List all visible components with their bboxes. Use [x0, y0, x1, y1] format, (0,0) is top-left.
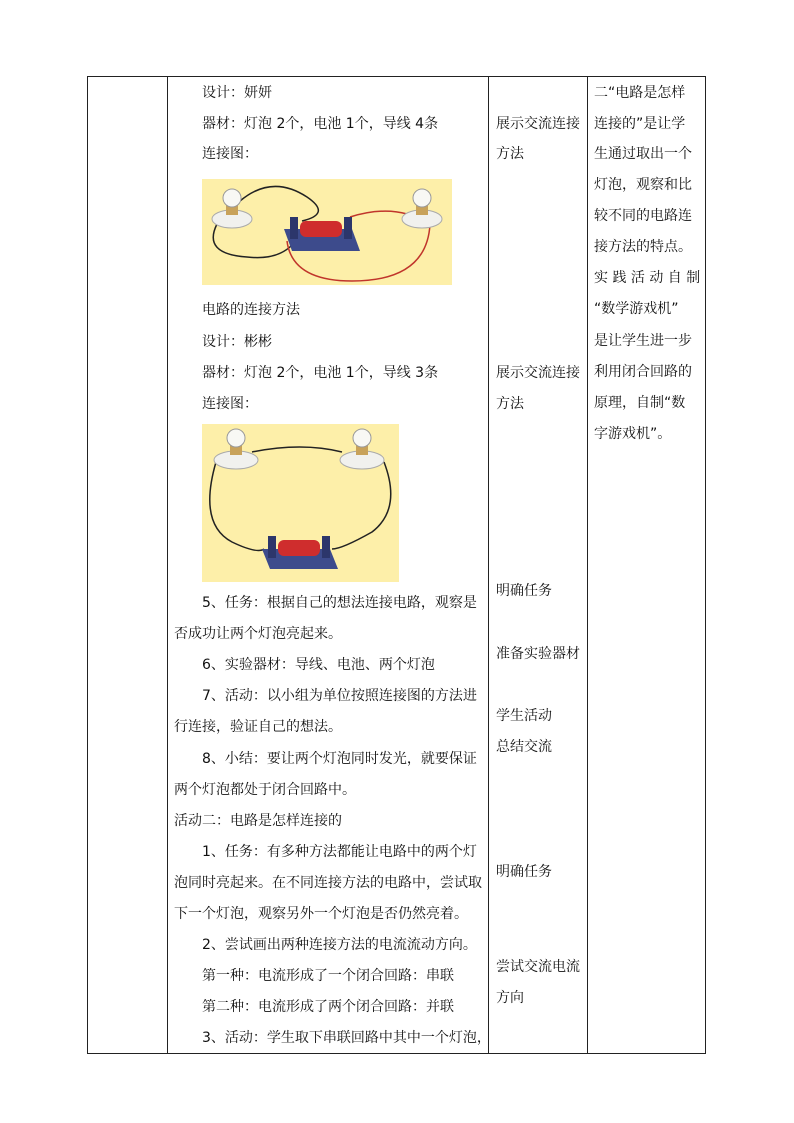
equipment-2: 器材：灯泡 2个，电池 1个，导线 3条	[202, 365, 439, 381]
note-line: “数学游戏机”	[594, 301, 679, 317]
task5-line1: 5、任务：根据自己的想法连接电路，观察是	[202, 595, 477, 611]
show-exchange-2b: 方法	[496, 396, 524, 412]
item6: 6、实验器材：导线、电池、两个灯泡	[202, 657, 435, 673]
diagram-label-2: 连接图：	[202, 396, 258, 412]
item8-line1: 8、小结：要让两个灯泡同时发光，就要保证	[202, 751, 477, 767]
note-line: 二“电路是怎样	[594, 85, 686, 101]
try-current-b: 方向	[496, 990, 524, 1006]
a2-task-line3: 下一个灯泡，观察另外一个灯泡是否仍然亮着。	[174, 906, 468, 922]
a2-item2: 2、尝试画出两种连接方法的电流流动方向。	[202, 937, 477, 953]
item7-line1: 7、活动：以小组为单位按照连接图的方法进	[202, 688, 477, 704]
note-line: 是让学生进一步	[594, 333, 692, 349]
show-exchange-1a: 展示交流连接	[496, 116, 580, 132]
note-line: 接方法的特点。	[594, 239, 692, 255]
show-exchange-2a: 展示交流连接	[496, 365, 580, 381]
equipment-1: 器材：灯泡 2个，电池 1个，导线 4条	[202, 116, 439, 132]
note-line: 连接的”是让学	[594, 116, 686, 132]
activity2-heading: 活动二：电路是怎样连接的	[174, 813, 342, 829]
item8-line2: 两个灯泡都处于闭合回路中。	[174, 782, 356, 798]
note-line: 利用闭合回路的	[594, 364, 692, 380]
a2-task-line2: 泡同时亮起来。在不同连接方法的电路中，尝试取	[174, 875, 482, 891]
item7-line2: 行连接，验证自己的想法。	[174, 719, 342, 735]
note-line: 原理，自制“数	[594, 395, 686, 411]
note-line: 实 践 活 动 自 制	[594, 270, 701, 286]
series-line: 第一种：电流形成了一个闭合回路：串联	[202, 968, 454, 984]
task5-line2: 否成功让两个灯泡亮起来。	[174, 626, 342, 642]
note-line: 生通过取出一个	[594, 146, 692, 162]
column-divider	[167, 76, 168, 1054]
summary-exchange: 总结交流	[496, 739, 552, 755]
design-1: 设计：妍妍	[202, 85, 272, 101]
diagram-label-1: 连接图：	[202, 146, 258, 162]
a2-task-line1: 1、任务：有多种方法都能让电路中的两个灯	[202, 844, 477, 860]
show-exchange-1b: 方法	[496, 146, 524, 162]
method-title: 电路的连接方法	[202, 302, 300, 318]
clarify-task-2: 明确任务	[496, 864, 552, 880]
circuit-diagram-1	[202, 179, 452, 285]
prepare-equipment: 准备实验器材	[496, 646, 580, 662]
design-2: 设计：彬彬	[202, 334, 272, 350]
parallel-line: 第二种：电流形成了两个闭合回路：并联	[202, 999, 454, 1015]
note-line: 较不同的电路连	[594, 208, 692, 224]
try-current-a: 尝试交流电流	[496, 959, 580, 975]
student-activity: 学生活动	[496, 708, 552, 724]
note-line: 灯泡，观察和比	[594, 177, 692, 193]
note-line: 字游戏机”。	[594, 426, 672, 442]
circuit-diagram-2	[202, 424, 399, 582]
clarify-task-1: 明确任务	[496, 583, 552, 599]
a2-item3: 3、活动：学生取下串联回路中其中一个灯泡，	[202, 1030, 491, 1046]
column-divider	[488, 76, 489, 1054]
column-divider	[587, 76, 588, 1054]
